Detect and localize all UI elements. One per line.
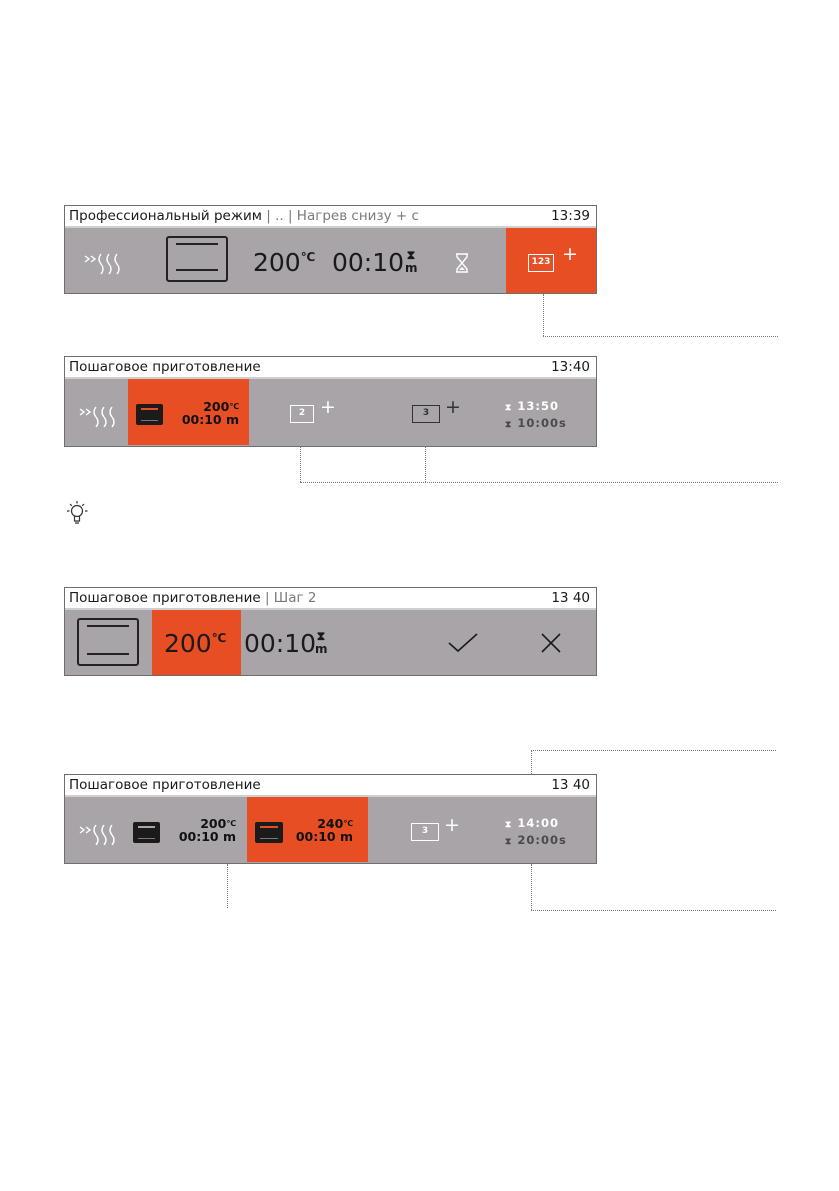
control-bar [65, 228, 596, 293]
total-time-summary [505, 816, 567, 850]
callout-line [543, 336, 778, 337]
oven-icon [133, 822, 160, 843]
steps-icon: 123 [528, 254, 554, 272]
mode-title: Пошаговое приготовление [69, 777, 261, 793]
title-separator: | .. | [261, 208, 297, 224]
oven-icon[interactable] [77, 618, 139, 666]
callout-line [531, 750, 776, 751]
confirm-icon[interactable] [447, 633, 479, 653]
step-1-tile[interactable] [131, 797, 247, 862]
end-time: 14:00 [517, 816, 559, 830]
step-1-temp: 200 [203, 399, 230, 414]
callout-line [300, 482, 778, 483]
temperature-tile[interactable] [152, 610, 241, 675]
step-1-values: 200℃ 00:10 m [178, 816, 236, 844]
plus-icon: + [320, 396, 336, 418]
celsius-unit: ℃ [211, 631, 227, 645]
step-1-time: 00:10 [178, 829, 219, 844]
clock: 13:39 [551, 208, 590, 224]
total-time-summary [505, 399, 567, 433]
hourglass-icon: ⧗ [505, 837, 513, 847]
step-1-tile[interactable] [128, 379, 249, 445]
hourglass-icon: ⧗ [505, 820, 513, 830]
end-time: 13:50 [517, 399, 559, 413]
title-bar [65, 588, 596, 610]
celsius-unit: ℃ [300, 250, 316, 264]
display-step-cooking [64, 356, 597, 447]
callout-line [425, 446, 426, 482]
temperature-number: 200 [253, 248, 301, 277]
temperature-number: 200 [164, 629, 212, 658]
duration-value[interactable] [332, 250, 404, 275]
total-duration: 10:00s [517, 416, 567, 430]
display-step-cooking-2-steps [64, 774, 597, 864]
clock: 13:40 [551, 359, 590, 375]
plus-icon: + [444, 814, 460, 836]
hourglass-icon: ⧗ [505, 403, 513, 413]
duration-number: 00:10 [332, 248, 405, 277]
control-bar [65, 610, 596, 675]
hourglass-icon[interactable] [454, 253, 470, 273]
duration-unit: ⧗ m [315, 629, 328, 656]
heat-waves-icon[interactable] [83, 250, 127, 276]
step-1-temp: 200 [200, 816, 227, 831]
callout-line [543, 294, 544, 336]
add-step-2-button[interactable]: 2 [290, 405, 314, 423]
step-1-time: 00:10 [181, 412, 222, 427]
mode-title: Профессиональный режим [69, 208, 262, 224]
step-2-temp: 240 [317, 816, 344, 831]
step-2-tile[interactable] [247, 797, 368, 862]
duration-value[interactable] [244, 631, 316, 656]
clock: 13 40 [551, 777, 590, 793]
display-professional-mode [64, 205, 597, 294]
step-1-values: 200℃ 00:10 m [181, 399, 239, 427]
oven-icon[interactable] [166, 236, 228, 282]
temperature-value[interactable] [253, 250, 315, 275]
mode-title: Пошаговое приготовление [69, 590, 261, 606]
duration-unit: ⧗ m [405, 248, 418, 275]
heating-function-name: Нагрев снизу + с [296, 208, 419, 224]
lightbulb-icon [64, 500, 90, 528]
temperature-value [164, 631, 226, 656]
callout-line [227, 864, 228, 908]
control-bar [65, 379, 596, 446]
step-2-values: 240℃ 00:10 m [295, 816, 353, 844]
add-step-button[interactable] [506, 228, 596, 293]
title-bar [65, 775, 596, 797]
hourglass-icon: ⧗ [316, 629, 326, 643]
title-bar [65, 357, 596, 379]
heat-waves-icon[interactable] [75, 821, 125, 847]
plus-icon: + [562, 243, 578, 265]
step-2-time: 00:10 [295, 829, 336, 844]
oven-grill-icon [255, 822, 283, 843]
step-name: Шаг 2 [273, 590, 317, 606]
clock: 13 40 [551, 590, 590, 606]
heat-waves-icon[interactable] [75, 403, 125, 429]
hourglass-icon: ⧗ [406, 248, 416, 262]
control-bar [65, 797, 596, 863]
oven-icon [136, 404, 163, 425]
mode-title: Пошаговое приготовление [69, 359, 261, 375]
title-bar [65, 206, 596, 228]
add-step-3-button[interactable]: 3 [412, 405, 440, 423]
cancel-icon[interactable] [541, 633, 561, 653]
add-step-3-button[interactable]: 3 [411, 823, 439, 841]
title-separator: | [260, 590, 274, 606]
hourglass-icon: ⧗ [505, 420, 513, 430]
total-duration: 20:00s [517, 833, 567, 847]
display-step-2-edit [64, 587, 597, 676]
plus-icon: + [445, 396, 461, 418]
callout-line [531, 910, 776, 911]
duration-number: 00:10 [244, 629, 317, 658]
callout-line [300, 446, 301, 482]
callout-line [531, 864, 532, 910]
